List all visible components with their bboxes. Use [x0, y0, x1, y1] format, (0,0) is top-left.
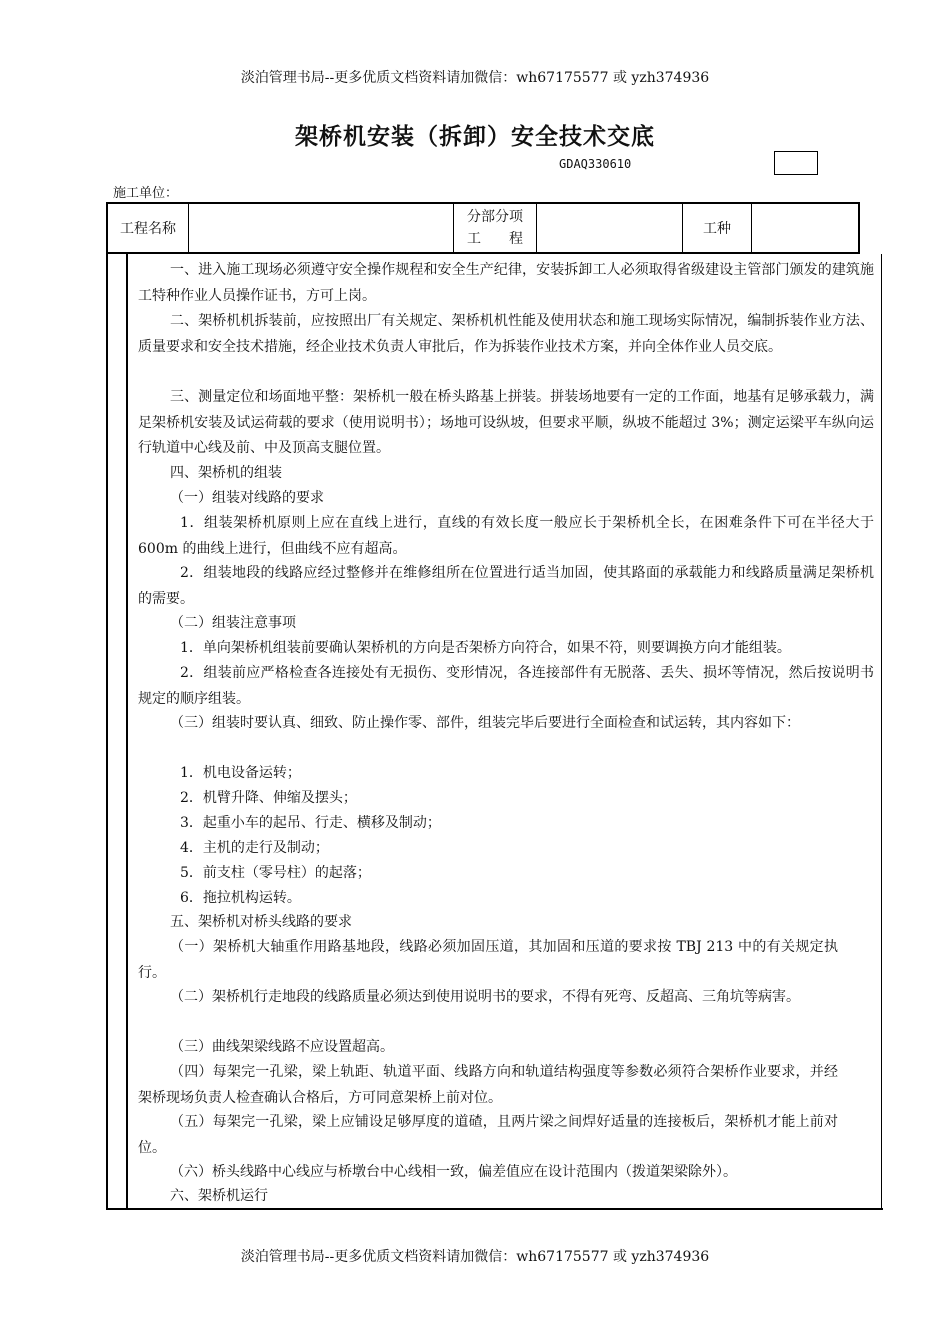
- paragraph: 2．组装地段的线路应经过整修并在维修组所在位置进行适当加固，使其路面的承载能力和线路质量满足架桥机的需要。: [138, 565, 874, 607]
- paragraph: （三）组装时要认真、细致、防止操作零、部件，组装完毕后要进行全面检查和试运转，其内容如下：: [170, 715, 800, 731]
- paragraph: 三、测量定位和场面地平整：架桥机一般在桥头路基上拼装。拼装场地要有一定的工作面，地基有足够承载力，满足架桥机安装及试运荷载的要求（使用说明书）；场地可设纵坡，但要求平顺，纵坡不能超过 3%；测定运梁平车纵向运行轨道中心线及前、中及顶高支腿位置。: [138, 389, 874, 456]
- sub-project-label-line1: 分部分项: [467, 209, 523, 225]
- page-footer: 淡泊管理书局--更多优质文档资料请加微信：wh67175577 或 yzh374936: [240, 1249, 710, 1265]
- paragraph: （六）桥头线路中心线应与桥墩台中心线相一致，偏差值应在设计范围内（拨道架梁除外）。: [170, 1164, 737, 1180]
- project-name-value[interactable]: [189, 203, 454, 253]
- paragraph: 六、架桥机运行: [170, 1188, 268, 1204]
- sub-project-label: [454, 203, 537, 253]
- paragraph: （二）架桥机行走地段的线路质量必须达到使用说明书的要求，不得有死弯、反超高、三角坑等病害。: [170, 989, 800, 1005]
- paragraph: 3．起重小车的起吊、行走、横移及制动；: [180, 815, 441, 831]
- disclosure-content: [126, 254, 882, 1208]
- document-title: 架桥机安装（拆卸）安全技术交底: [295, 124, 655, 150]
- paragraph: （二）组装注意事项: [170, 615, 296, 631]
- construction-unit-label: 施工单位：: [113, 186, 179, 201]
- paragraph: （一）组装对线路的要求: [170, 490, 324, 506]
- paragraph: 一、进入施工现场必须遵守安全操作规程和安全生产纪律，安装拆卸工人必须取得省级建设主管部门颁发的建筑施工特种作业人员操作证书，方可上岗。: [138, 262, 874, 304]
- paragraph: 四、架桥机的组装: [170, 465, 282, 481]
- document-code: GDAQ330610: [559, 157, 632, 171]
- paragraph: 二、架桥机机拆装前，应按照出厂有关规定、架桥机机性能及使用状态和施工现场实际情况，编制拆装作业方法、质量要求和安全技术措施，经企业技术负责人审批后，作为拆装作业技术方案，并向全体作业人员交底。: [138, 313, 874, 355]
- paragraph: （三）曲线架梁线路不应设置超高。: [170, 1039, 394, 1055]
- paragraph: （五）每架完一孔梁，梁上应铺设足够厚度的道碴，且两片梁之间焊好适量的连接板后，架桥机才能上前对位。: [138, 1114, 838, 1156]
- paragraph: 1．组装架桥机原则上应在直线上进行，直线的有效长度一般应长于架桥机全长，在困难条件下可在半径大于 600m 的曲线上进行，但曲线不应有超高。: [138, 515, 874, 557]
- paragraph: 1．机电设备运转；: [180, 765, 301, 781]
- number-box: [774, 151, 818, 175]
- sub-project-label-line2: 工 程: [467, 231, 523, 247]
- content-bottom-border: [106, 1208, 883, 1210]
- page-header: 淡泊管理书局--更多优质文档资料请加微信：wh67175577 或 yzh374936: [240, 70, 710, 86]
- paragraph: 2．组装前应严格检查各连接处有无损伤、变形情况，各连接部件有无脱落、丢失、损坏等情况，然后按说明书规定的顺序组装。: [138, 665, 874, 707]
- paragraph: 五、架桥机对桥头线路的要求: [170, 914, 352, 930]
- paragraph: （四）每架完一孔梁，梁上轨距、轨道平面、线路方向和轨道结构强度等参数必须符合架桥作业要求，并经架桥现场负责人检查确认合格后，方可同意架桥上前对位。: [138, 1064, 838, 1106]
- paragraph: （一）架桥机大轴重作用路基地段，线路必须加固压道，其加固和压道的要求按 TBJ 213 中的有关规定执行。: [138, 939, 838, 981]
- paragraph: 5．前支柱（零号柱）的起落；: [180, 865, 371, 881]
- sub-project-value[interactable]: [537, 203, 683, 253]
- paragraph: 6．拖拉机构运转。: [180, 890, 301, 906]
- work-type-value[interactable]: [752, 203, 860, 253]
- paragraph: 2．机臂升降、伸缩及摆头；: [180, 790, 357, 806]
- work-type-label: 工种: [683, 203, 752, 253]
- outer-left-border: [106, 254, 108, 1209]
- project-info-table: [106, 202, 860, 254]
- paragraph: 1．单向架桥机组装前要确认架桥机的方向是否架桥方向符合，如果不符，则要调换方向才能组装。: [180, 640, 791, 656]
- project-name-label: 工程名称: [107, 203, 189, 253]
- paragraph: 4．主机的走行及制动；: [180, 840, 329, 856]
